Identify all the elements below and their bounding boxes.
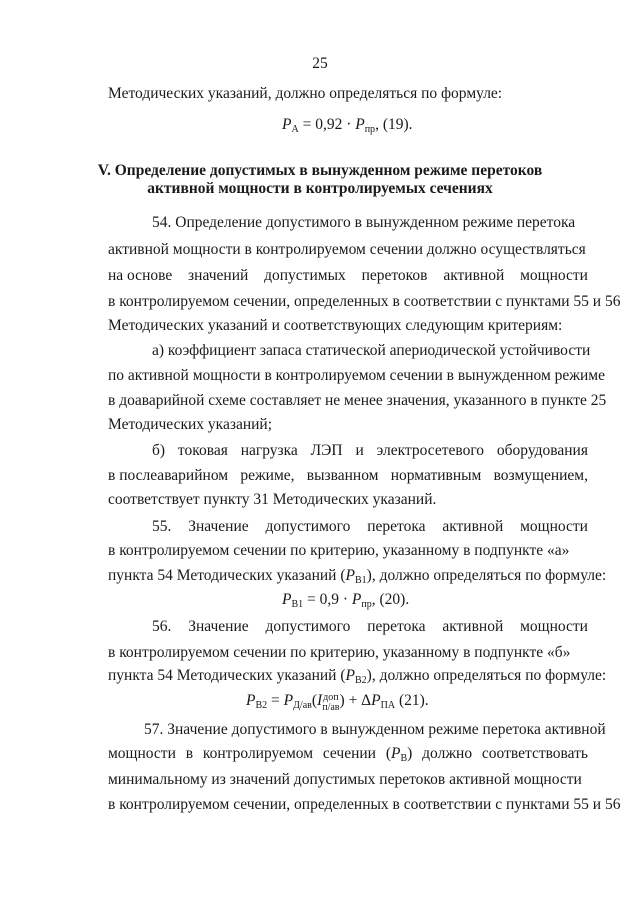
formula-21: $P_{В2} = P_{Д/ав}(I$ доп п/ав ) + $\Delta P_{ПА}$ (21). [246, 692, 429, 713]
p54-line-3: на основе значений допустимых перетоков активной мощности [108, 267, 588, 284]
section-title-line-1: V. Определение допустимых в вынужденном режиме перетоков [97, 162, 543, 179]
pb-line-3: соответствует пункту 31 Методических указаний. [108, 491, 437, 508]
p55-line-2: в контролируемом сечении по критерию, указанному в подпункте «а» [108, 542, 570, 559]
p57-line-2: мощности в контролируемом сечении $(P_В)$ должно соответствовать [108, 745, 588, 764]
p54-line-5: Методических указаний и соответствующих следующим критериям: [108, 317, 563, 334]
section-title-line-2: активной мощности в контролируемых сечениях [147, 180, 493, 197]
pb-line-2: в послеаварийном режиме, вызванном нормативным возмущением, [108, 467, 588, 484]
p54-line-2: активной мощности в контролируемом сечении должно осуществляться [108, 241, 586, 258]
formula-19: $P_А = 0,92 \cdot P_{пр}$, (19). [282, 116, 413, 135]
pa-line-2: по активной мощности в контролируемом сечении в вынужденном режиме [108, 367, 605, 384]
pa-line-4: Методических указаний; [108, 416, 273, 433]
intro-line: Методических указаний, должно определяться по формуле: [108, 85, 503, 102]
pa-line-3: в доаварийной схеме составляет не менее значения, указанного в пункте 25 [108, 392, 607, 409]
p57-line-3: минимальному из значений допустимых перетоков активной мощности [108, 771, 582, 788]
p56-line-1: 56. Значение допустимого перетока активной мощности [152, 618, 588, 635]
p55-line-1: 55. Значение допустимого перетока активной мощности [152, 518, 588, 535]
p57-line-1: 57. Значение допустимого в вынужденном режиме перетока активной [144, 721, 606, 738]
p57-line-4: в контролируемом сечении, определенных в соответствии с пунктами 55 и 56 [108, 796, 621, 813]
p54-line-4: в контролируемом сечении, определенных в соответствии с пунктами 55 и 56 [108, 293, 621, 310]
p56-line-3: пункта 54 Методических указаний $(P_{В2})$, должно определяться по формуле: [108, 667, 607, 686]
pb-line-1: б) токовая нагрузка ЛЭП и электросетевого оборудования [152, 442, 588, 459]
page-number: 25 [312, 55, 328, 72]
pa-line-1: а) коэффициент запаса статической апериодической устойчивости [152, 342, 591, 359]
formula-20: $P_{В1} = 0,9 \cdot P_{пр}$, (20). [282, 591, 410, 610]
p54-line-1: 54. Определение допустимого в вынужденном режиме перетока [152, 214, 576, 231]
p56-line-2: в контролируемом сечении по критерию, указанному в подпункте «б» [108, 644, 571, 661]
p55-line-3: пункта 54 Методических указаний $(P_{В1})$, должно определяться по формуле: [108, 567, 607, 586]
